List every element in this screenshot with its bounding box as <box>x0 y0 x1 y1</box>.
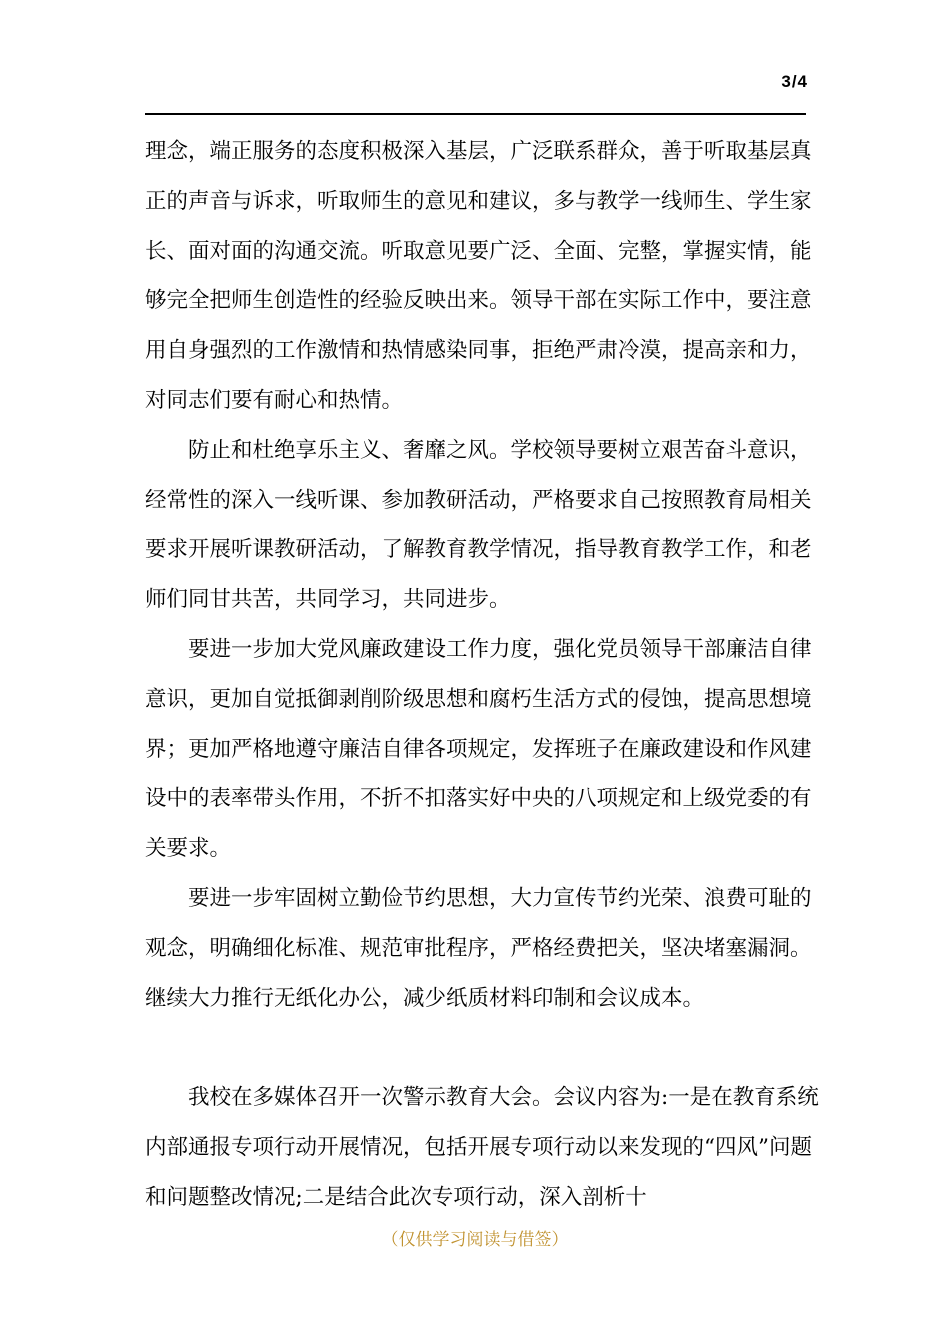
page-number: 3/4 <box>781 72 808 91</box>
paragraph: 要进一步牢固树立勤俭节约思想，大力宣传节约光荣、浪费可耻的观念，明确细化标准、规范审批程序，严格经费把关，坚决堵塞漏洞。继续大力推行无纸化办公，减少纸质材料印制和会议成本。 <box>145 885 812 1011</box>
paragraph: 要进一步加大党风廉政建设工作力度，强化党员领导干部廉洁自律意识，更加自觉抵御剥削阶级思想和腐朽生活方式的侵蚀，提高思想境界；更加严格地遵守廉洁自律各项规定，发挥班子在廉政建设和作风建设中的表率带头作用，不折不扣落实好中央的八项规定和上级党委的有关要求。 <box>145 636 812 862</box>
document-body <box>145 127 825 1223</box>
header-divider <box>145 113 806 115</box>
paragraph: 防止和杜绝享乐主义、奢靡之风。学校领导要树立艰苦奋斗意识，经常性的深入一线听课、参加教研活动，严格要求自己按照教育局相关要求开展听课教研活动，了解教育教学情况，指导教育教学工作，和老师们同甘共苦，共同学习，共同进步。 <box>145 437 812 613</box>
paragraph-continued: 理念，端正服务的态度积极深入基层，广泛联系群众，善于听取基层真正的声音与诉求，听取师生的意见和建议，多与教学一线师生、学生家长、面对面的沟通交流。听取意见要广泛、全面、完整，掌握实情，能够完全把师生创造性的经验反映出来。领导干部在实际工作中，要注意用自身强烈的工作激情和热情感染同事，拒绝严肃冷漠，提高亲和力，对同志们要有耐心和热情。 <box>145 139 812 413</box>
footer-note: （仅供学习阅读与借签） <box>381 1230 569 1250</box>
paragraph: 我校在多媒体召开一次警示教育大会。会议内容为:一是在教育系统内部通报专项行动开展情况，包括开展专项行动以来发现的“四风”问题和问题整改情况;二是结合此次专项行动，深入剖析十 <box>145 1085 819 1210</box>
